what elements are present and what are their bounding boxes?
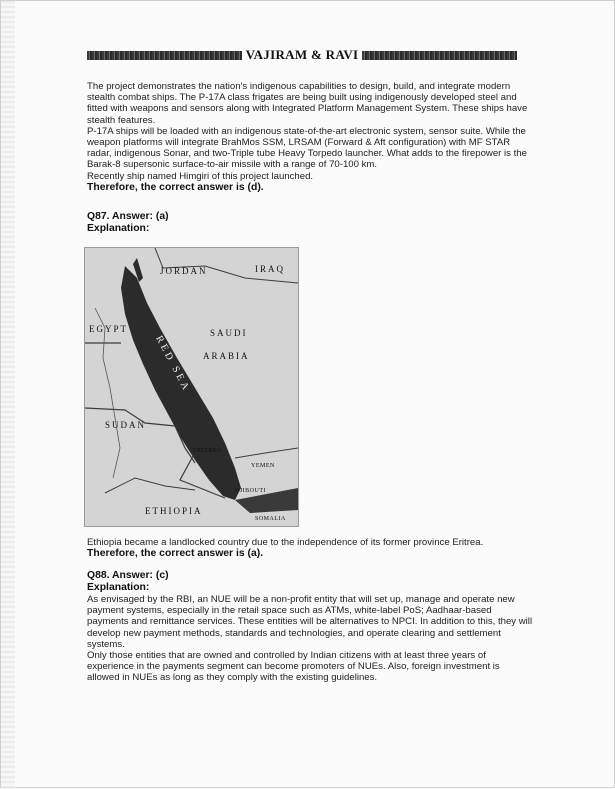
label-saudi: SAUDI: [210, 328, 248, 338]
q88-section: [87, 570, 533, 594]
label-eritrea: ERITREA: [193, 448, 222, 454]
q88-explanation-label: Explanation:: [87, 582, 150, 593]
label-iraq: IRAQ: [255, 264, 285, 274]
label-red-sea: RED SEA: [153, 334, 193, 395]
intro-paragraph-1: The project demonstrates the nation's indigenous capabilities to design, build, and integrate modern stealth combat ships. The P-17A class frigates are being built using indigenously developed steel and fitted with weapons and sensors along with Integrated Platform Management System. These ships have stealth features.: [87, 81, 528, 126]
header-bar-left: [87, 51, 242, 60]
intro-paragraph-2: P-17A ships will be loaded with an indigenous state-of-the-art electronic system, sensor suite. While the weapon platforms will integrate BrahMos SSM, LRSAM (Forward & Aft configuration) with MF STAR radar, indigenous Sonar, and two-Triple tube Heavy Torpedo launcher. What adds to the firepower is the Barak-8 supersonic surface-to-air missile with a range of 70-100 km.: [87, 125, 527, 171]
scan-edge: [1, 1, 15, 789]
label-sudan: SUDAN: [105, 420, 147, 430]
label-egypt: EGYPT: [89, 324, 128, 334]
intro-paragraph-3: Recently ship named Himgiri of this project launched.: [87, 170, 314, 182]
q87-section: [87, 211, 533, 235]
q87-answer: Therefore, the correct answer is (a).: [87, 548, 264, 560]
q88-body: [87, 594, 533, 684]
q87-heading: Q87. Answer: (a): [87, 211, 169, 222]
label-ethiopia: ETHIOPIA: [145, 506, 203, 516]
q87-explanation: [87, 537, 533, 560]
label-arabia: ARABIA: [203, 351, 250, 361]
label-djibouti: DJIBOUTI: [235, 488, 266, 494]
red-sea-map: [84, 247, 299, 527]
page-header: [87, 47, 517, 63]
q88-heading: Q88. Answer: (c): [87, 570, 169, 581]
header-bar-right: [362, 51, 517, 60]
q87-explanation-label: Explanation:: [87, 223, 150, 234]
q87-explanation-text: Ethiopia became a landlocked country due to the independence of its former province Eritrea.: [87, 537, 484, 548]
q88-paragraph-1: As envisaged by the RBI, an NUE will be a non-profit entity that will set up, manage and operate new payment systems, especially in the retail space such as ATMs, white-label PoS; Aadhaar-based payments and remittance services. These entities will be alternatives to NPCI. In addition to this, they will develop new payment methods, standards and technologies, and operate clearing and settlement systems.: [87, 594, 533, 650]
intro-section: [87, 81, 533, 194]
label-yemen: YEMEN: [251, 463, 275, 469]
intro-answer: Therefore, the correct answer is (d).: [87, 181, 264, 193]
label-somalia: SOMALIA: [255, 516, 286, 522]
header-title: VAJIRAM & RAVI: [245, 47, 359, 62]
label-jordan: JORDAN: [160, 266, 208, 276]
q88-paragraph-2: Only those entities that are owned and controlled by Indian citizens with at least three years of experience in the payments segment can become promoters of NUEs. Also, foreign investment is allowed in NUEs as long as they comply with the existing guidelines.: [87, 650, 500, 684]
